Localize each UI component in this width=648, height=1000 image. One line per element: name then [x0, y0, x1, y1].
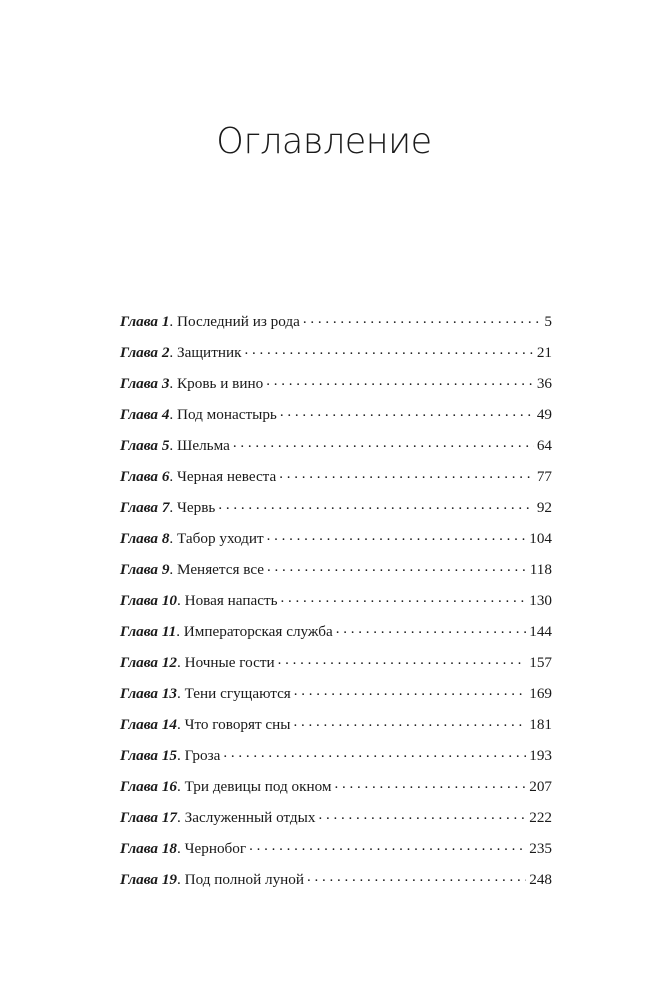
chapter-number: Глава 9 — [120, 561, 170, 578]
chapter-number: Глава 8 — [120, 530, 170, 547]
page-number: 207 — [529, 778, 552, 795]
chapter-separator: . — [177, 778, 185, 795]
page-number: 36 — [536, 375, 552, 392]
toc-entry[interactable] — [120, 405, 552, 436]
toc-entry[interactable] — [120, 839, 552, 870]
chapter-title: Под монастырь — [177, 406, 277, 423]
page-number: 157 — [529, 654, 552, 671]
toc-entry[interactable] — [120, 684, 552, 715]
toc-entry[interactable] — [120, 312, 552, 343]
chapter-number: Глава 7 — [120, 499, 170, 516]
page-number: 77 — [536, 468, 552, 485]
dot-leader — [244, 343, 533, 357]
toc-entry[interactable] — [120, 436, 552, 467]
page-number: 169 — [529, 685, 552, 702]
page-title: Оглавление — [216, 121, 432, 163]
chapter-title: Под полной луной — [184, 871, 305, 888]
chapter-title: Что говорят сны — [184, 716, 291, 733]
chapter-number: Глава 18 — [120, 840, 178, 857]
chapter-number: Глава 10 — [120, 592, 178, 609]
chapter-title: Заслуженный отдых — [184, 809, 316, 826]
chapter-title: Три девицы под окном — [184, 778, 332, 795]
page-number: 130 — [529, 592, 552, 609]
dot-leader — [233, 436, 534, 450]
dot-leader — [267, 529, 527, 543]
toc-entry[interactable] — [120, 374, 552, 405]
chapter-number: Глава 15 — [120, 747, 178, 764]
dot-leader — [281, 591, 527, 605]
table-of-contents — [120, 312, 552, 901]
chapter-title: Кровь и вино — [177, 375, 264, 392]
page-number: 118 — [529, 561, 552, 578]
chapter-separator: . — [177, 871, 185, 888]
chapter-number: Глава 16 — [120, 778, 178, 795]
chapter-separator: . — [177, 654, 185, 671]
chapter-title: Защитник — [177, 344, 242, 361]
page-number: 21 — [536, 344, 552, 361]
chapter-title: Шельма — [177, 437, 230, 454]
chapter-number: Глава 4 — [120, 406, 170, 423]
dot-leader — [278, 653, 527, 667]
page-number: 5 — [544, 313, 552, 330]
dot-leader — [249, 839, 526, 853]
chapter-number: Глава 14 — [120, 716, 178, 733]
page-number: 104 — [529, 530, 552, 547]
toc-entry[interactable] — [120, 529, 552, 560]
dot-leader — [266, 374, 534, 388]
page-number: 49 — [536, 406, 552, 423]
toc-entry[interactable] — [120, 467, 552, 498]
chapter-separator: . — [169, 406, 178, 423]
chapter-number: Глава 3 — [120, 375, 170, 392]
toc-entry[interactable] — [120, 653, 552, 684]
chapter-separator: . — [169, 530, 178, 547]
chapter-title: Императорская служба — [183, 623, 333, 640]
page-number: 144 — [529, 623, 552, 640]
page-number: 181 — [529, 716, 552, 733]
chapter-separator: . — [169, 313, 178, 330]
chapter-separator: . — [169, 344, 178, 361]
toc-entry[interactable] — [120, 498, 552, 529]
chapter-title: Новая напасть — [184, 592, 278, 609]
chapter-separator: . — [169, 437, 178, 454]
toc-entry[interactable] — [120, 622, 552, 653]
page-number: 92 — [536, 499, 552, 516]
chapter-number: Глава 17 — [120, 809, 178, 826]
chapter-number: Глава 12 — [120, 654, 178, 671]
page-number: 193 — [529, 747, 552, 764]
chapter-number: Глава 11 — [120, 623, 177, 640]
chapter-separator: . — [177, 840, 185, 857]
chapter-number: Глава 2 — [120, 344, 170, 361]
dot-leader — [336, 622, 527, 636]
dot-leader — [294, 715, 527, 729]
chapter-number: Глава 13 — [120, 685, 178, 702]
page-number: 235 — [529, 840, 552, 857]
chapter-title: Червь — [177, 499, 216, 516]
chapter-number: Глава 6 — [120, 468, 170, 485]
dot-leader — [303, 312, 542, 326]
dot-leader — [294, 684, 526, 698]
dot-leader — [280, 405, 534, 419]
chapter-title: Гроза — [184, 747, 221, 764]
chapter-title: Чернобог — [184, 840, 247, 857]
toc-entry[interactable] — [120, 870, 552, 901]
chapter-separator: . — [177, 747, 185, 764]
chapter-separator: . — [177, 809, 185, 826]
chapter-title: Табор уходит — [177, 530, 264, 547]
toc-entry[interactable] — [120, 343, 552, 374]
dot-leader — [223, 746, 526, 760]
toc-entry[interactable] — [120, 808, 552, 839]
chapter-title: Ночные гости — [184, 654, 275, 671]
page-number: 64 — [536, 437, 552, 454]
page-number: 222 — [529, 809, 552, 826]
toc-entry[interactable] — [120, 746, 552, 777]
chapter-separator: . — [177, 716, 185, 733]
chapter-title: Меняется все — [177, 561, 265, 578]
chapter-separator: . — [169, 468, 178, 485]
toc-entry[interactable] — [120, 591, 552, 622]
page-number: 248 — [529, 871, 552, 888]
chapter-separator: . — [177, 592, 185, 609]
chapter-title: Тени сгущаются — [184, 685, 291, 702]
toc-entry[interactable] — [120, 777, 552, 808]
dot-leader — [307, 870, 526, 884]
chapter-separator: . — [176, 623, 184, 640]
chapter-number: Глава 19 — [120, 871, 178, 888]
dot-leader — [267, 560, 527, 574]
chapter-separator: . — [169, 561, 178, 578]
chapter-number: Глава 5 — [120, 437, 170, 454]
dot-leader — [218, 498, 533, 512]
dot-leader — [318, 808, 526, 822]
chapter-number: Глава 1 — [120, 313, 170, 330]
chapter-separator: . — [177, 685, 185, 702]
chapter-title: Черная невеста — [177, 468, 277, 485]
toc-entry[interactable] — [120, 560, 552, 591]
dot-leader — [279, 467, 534, 481]
chapter-title: Последний из рода — [177, 313, 300, 330]
dot-leader — [335, 777, 527, 791]
chapter-separator: . — [169, 499, 178, 516]
toc-entry[interactable] — [120, 715, 552, 746]
chapter-separator: . — [169, 375, 178, 392]
